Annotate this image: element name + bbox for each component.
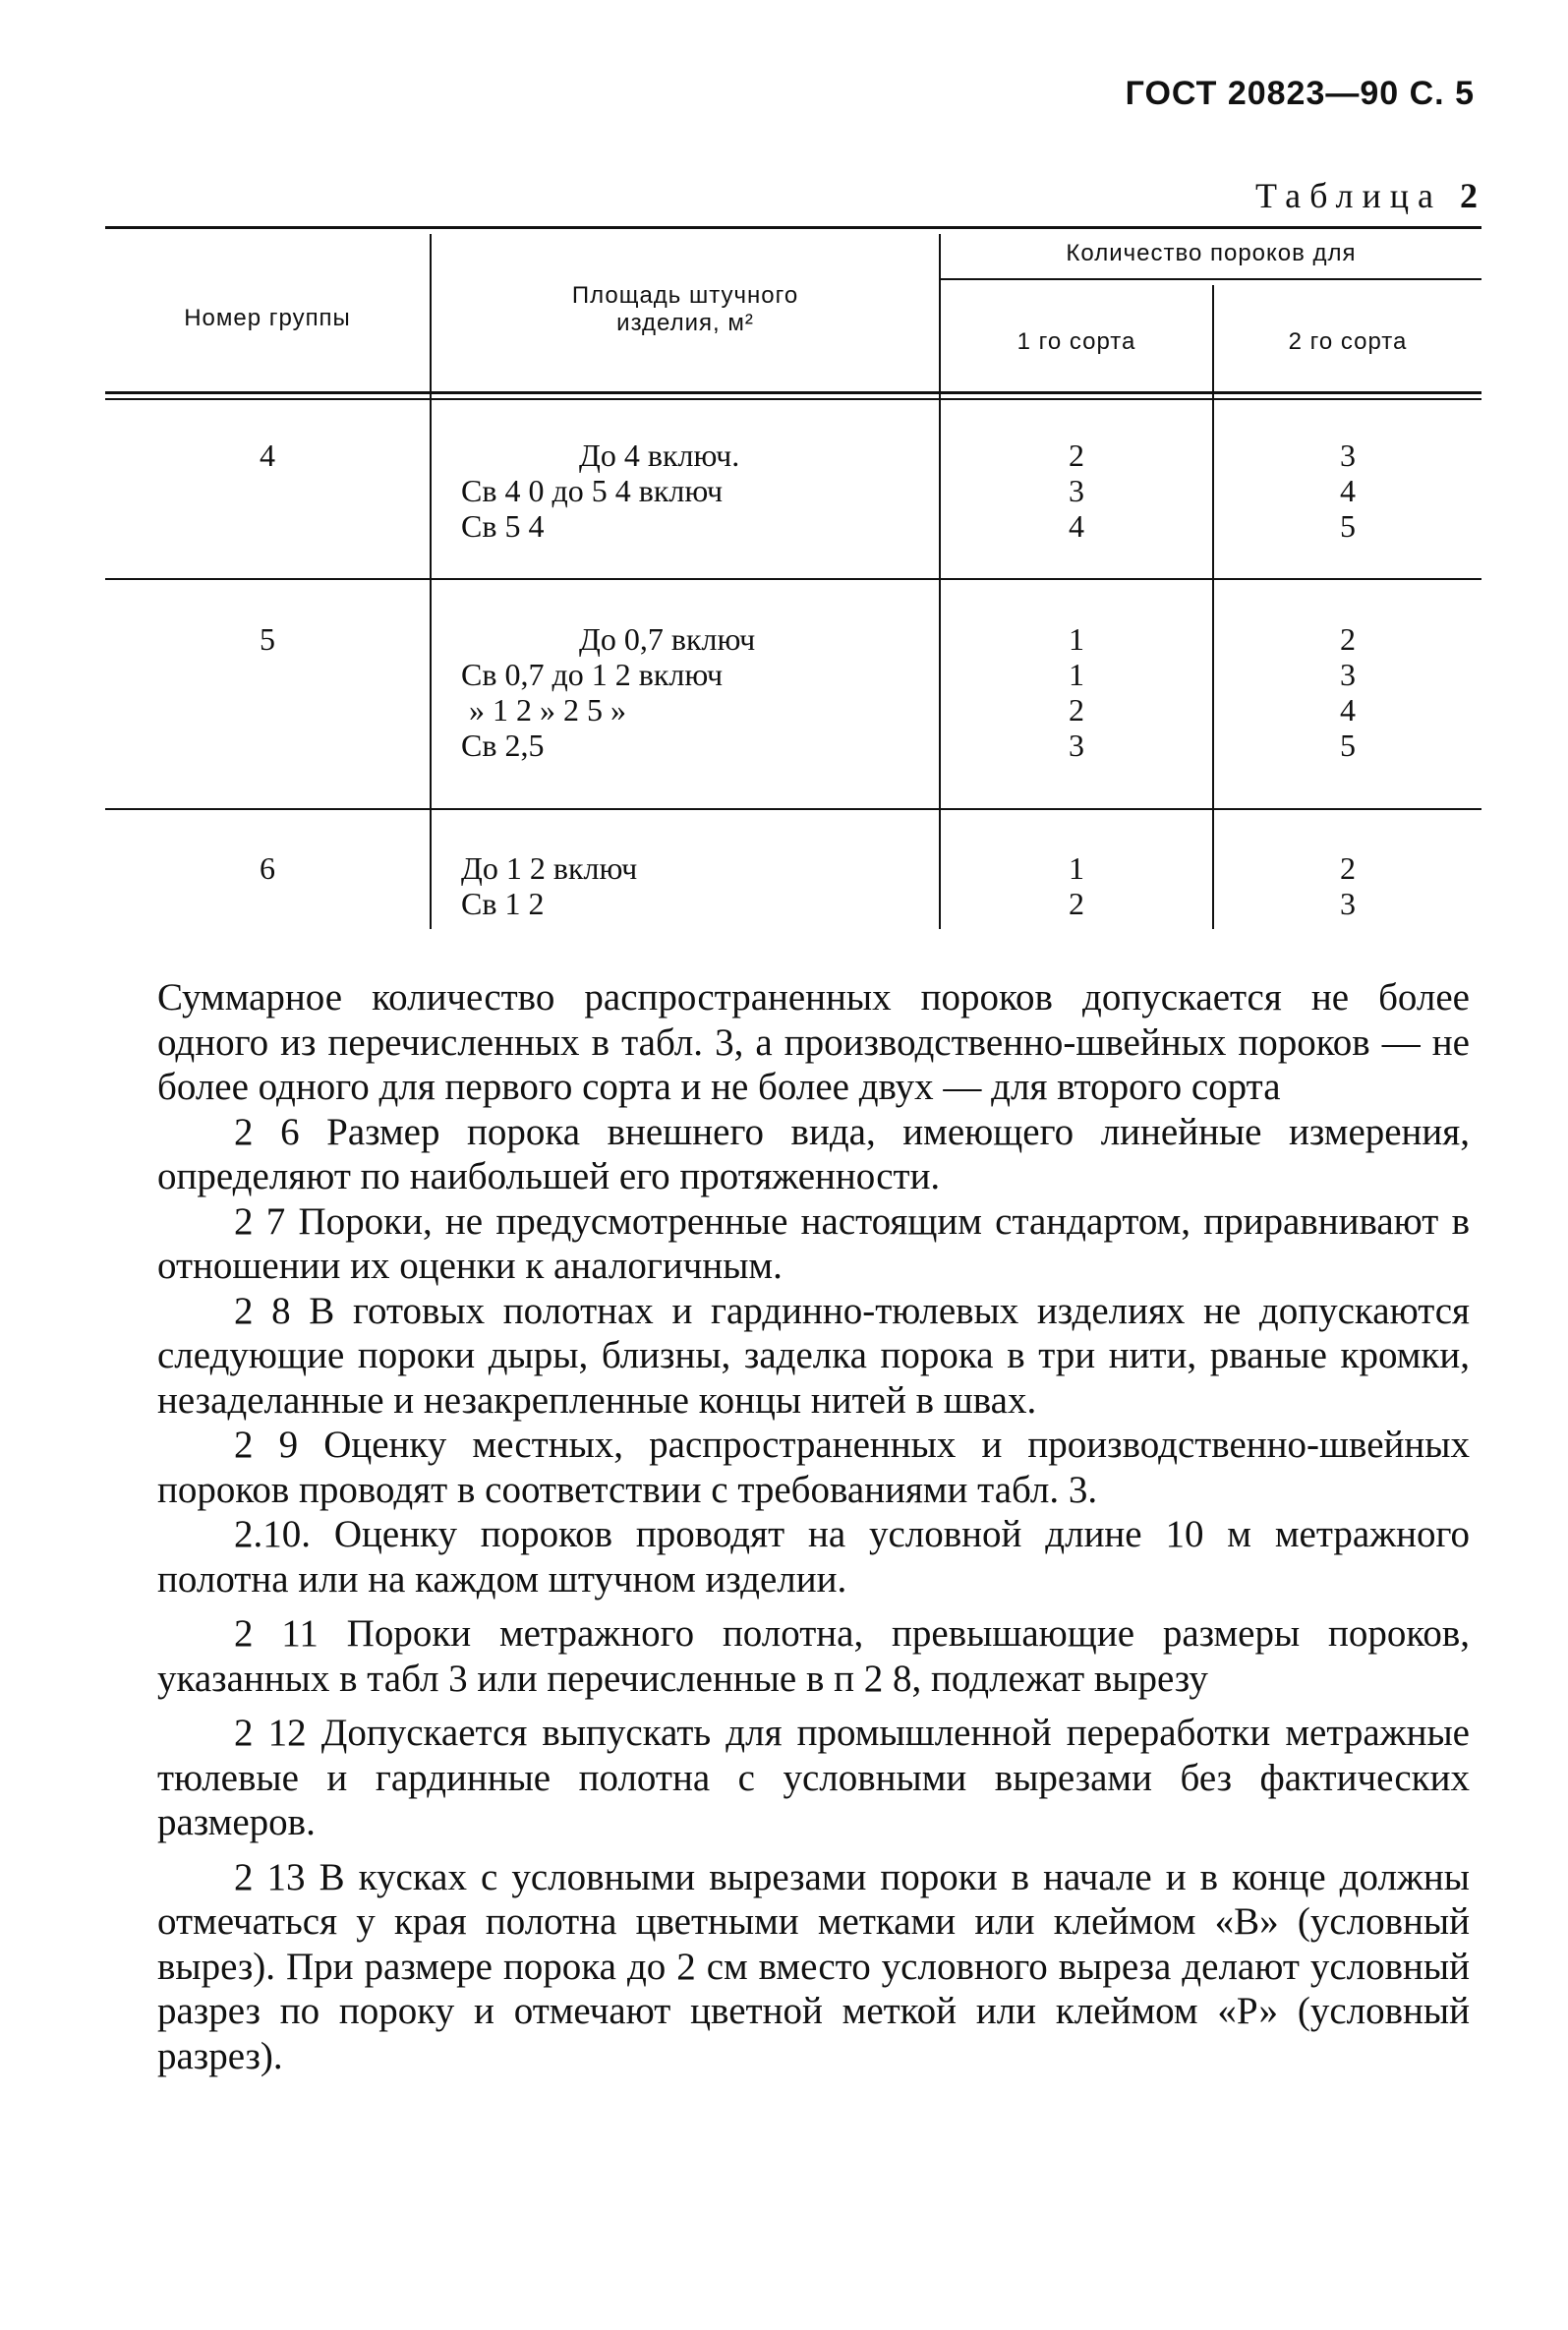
grade-value: 5 xyxy=(1340,728,1356,763)
area-line: Св 4 0 до 5 4 включ xyxy=(461,473,724,508)
body-text xyxy=(157,975,1470,2078)
table-cell-grade2 xyxy=(1214,621,1481,763)
grade-value: 3 xyxy=(1340,886,1356,921)
grade-value: 2 xyxy=(1340,621,1356,657)
table-cell-group: 6 xyxy=(260,850,275,886)
table-cell-grade1 xyxy=(941,437,1212,544)
grade-value: 3 xyxy=(1069,473,1084,508)
table-column-rule xyxy=(1212,285,1214,929)
grade-value: 4 xyxy=(1340,473,1356,508)
header-area-line: изделия, м² xyxy=(616,310,754,336)
grade-value: 4 xyxy=(1340,692,1356,728)
table-caption xyxy=(1255,175,1478,216)
grade-value: 2 xyxy=(1069,886,1084,921)
page-header: ГОСТ 20823—90 С. 5 xyxy=(1125,75,1475,112)
grade-value: 1 xyxy=(1069,850,1084,886)
paragraph: 2 9 Оценку местных, распространенных и производственно-швейных пороков проводят в соответствии с требованиями табл. 3. xyxy=(157,1424,1470,1511)
grade-value: 3 xyxy=(1069,728,1084,763)
table-cell-group: 4 xyxy=(260,437,275,473)
area-line: Св 0,7 до 1 2 включ xyxy=(461,657,724,692)
grade-value: 1 xyxy=(1069,657,1084,692)
grade-value: 2 xyxy=(1069,437,1084,473)
header-grade1: 1 го сорта xyxy=(1016,328,1136,355)
grade-value: 4 xyxy=(1069,508,1084,544)
header-area xyxy=(432,282,939,337)
area-line: Св 1 2 xyxy=(461,886,545,921)
grade-value: 1 xyxy=(1069,621,1084,657)
paragraph: 2 8 В готовых полотнах и гардинно-тюлевых изделиях не допускаются следующие пороки дыры, близны, заделка порока в три нити, рваные кромки, незаделанные и незакрепленные концы нитей в швах. xyxy=(157,1289,1470,1422)
paragraph: 2 6 Размер порока внешнего вида, имеющего линейные измерения, определяют по наибольшей его протяженности. xyxy=(157,1110,1470,1197)
area-line: До 1 2 включ xyxy=(461,850,638,886)
paragraph: 2 12 Допускается выпускать для промышленной переработки метражные тюлевые и гардинные полотна с условными вырезами без фактических размеров. xyxy=(157,1712,1470,1843)
table-cell-grade1 xyxy=(941,850,1212,921)
table-caption-number: 2 xyxy=(1460,176,1478,215)
table-header-rule-2 xyxy=(105,398,1481,400)
table-caption-label: Таблица xyxy=(1255,176,1442,215)
grade-value: 5 xyxy=(1340,508,1356,544)
table-cell-grade1 xyxy=(941,621,1212,763)
area-line: » 1 2 » 2 5 » xyxy=(469,692,626,728)
area-line: Св 5 4 xyxy=(461,508,545,544)
table-cell-grade2 xyxy=(1214,850,1481,921)
header-defects: Количество пороков для xyxy=(1066,240,1357,266)
table-cell-area xyxy=(461,621,933,763)
paragraph: 2 11 Пороки метражного полотна, превышающие размеры пороков, указанных в табл 3 или перечисленные в п 2 8, подлежат вырезу xyxy=(157,1612,1470,1700)
paragraph: 2.10. Оценку пороков проводят на условной длине 10 м метражного полотна или на каждом штучном изделии. xyxy=(157,1513,1470,1601)
header-grade2: 2 го сорта xyxy=(1288,328,1408,355)
defects-table xyxy=(105,226,1481,929)
table-cell-area xyxy=(461,437,933,544)
header-area-line: Площадь штучного xyxy=(571,282,799,309)
table-row-rule xyxy=(105,578,1481,580)
area-line: До 4 включ. xyxy=(579,437,740,473)
grade-value: 2 xyxy=(1069,692,1084,728)
header-group: Номер группы xyxy=(184,305,351,331)
grade-value: 2 xyxy=(1340,850,1356,886)
table-subheader-rule xyxy=(941,278,1481,280)
table-header-rule xyxy=(105,391,1481,394)
paragraph: 2 13 В кусках с условными вырезами пороки в начале и в конце должны отмечаться у края полотна цветными метками или клеймом «В» (условный вырез). При размере порока до 2 см вместо условного выреза делают условный разрез по пороку и отмечают цветной меткой или клеймом «Р» (условный разрез). xyxy=(157,1855,1470,2077)
area-line: До 0,7 включ xyxy=(579,621,756,657)
grade-value: 3 xyxy=(1340,657,1356,692)
table-cell-grade2 xyxy=(1214,437,1481,544)
table-cell-area xyxy=(461,850,933,921)
grade-value: 3 xyxy=(1340,437,1356,473)
table-column-rule xyxy=(430,234,432,929)
paragraph: Суммарное количество распространенных пороков допускается не более одного из перечисленных в табл. 3, а производственно-швейных пороков — не более одного для первого сорта и не более двух — для второго сорта xyxy=(157,976,1470,1108)
table-row-rule xyxy=(105,808,1481,810)
table-cell-group: 5 xyxy=(260,621,275,657)
table-top-rule xyxy=(105,226,1481,229)
area-line: Св 2,5 xyxy=(461,728,545,763)
paragraph: 2 7 Пороки, не предусмотренные настоящим стандартом, приравнивают в отношении их оценки к аналогичным. xyxy=(157,1199,1470,1287)
